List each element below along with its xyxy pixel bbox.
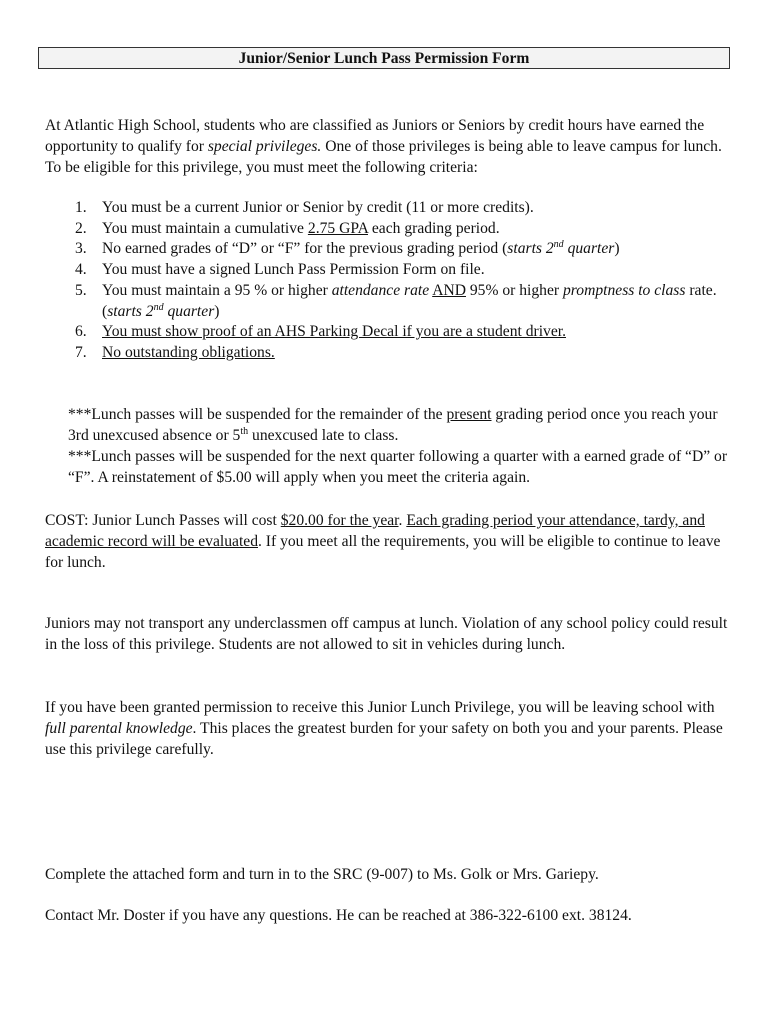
starts-text: starts 2 xyxy=(107,302,154,320)
note-text: unexcused late to class. xyxy=(248,427,399,444)
criteria-item xyxy=(75,239,735,260)
cost-amount: $20.00 for the year xyxy=(280,512,399,529)
criteria-item xyxy=(75,343,735,364)
granted-paragraph xyxy=(45,697,735,760)
intro-text-2: One of those privileges is being able to leave campus for lunch. To be eligible for this privilege, you must meet the following criteria: xyxy=(45,138,722,176)
criteria-item xyxy=(75,322,735,343)
criteria-list xyxy=(75,198,735,364)
criteria-text: You must show proof of an AHS Parking Decal if you are a student driver. xyxy=(102,323,566,341)
complete-instructions: Complete the attached form and turn in to the SRC (9-007) to Ms. Golk or Mrs. Gariepy. xyxy=(45,866,599,883)
criteria-item xyxy=(75,198,735,219)
criteria-item xyxy=(75,260,735,281)
cost-text: . If you meet all the requirements, you will be eligible to continue to leave for lunch. xyxy=(45,533,721,571)
criteria-text: rate. ( xyxy=(102,281,717,320)
criteria-text: You must have a signed Lunch Pass Permission Form on file. xyxy=(102,261,485,279)
suspension-note-2: ***Lunch passes will be suspended for the next quarter following a quarter with a earned grade of “D” or “F”. A reinstatement of $5.00 will apply when you meet the criteria again. xyxy=(68,448,728,486)
cost-paragraph xyxy=(45,510,735,573)
criteria-item xyxy=(75,281,735,322)
ordinal-suffix: nd xyxy=(553,239,564,251)
criteria-text: You must maintain a cumulative xyxy=(102,219,308,237)
note-text: grading period once you reach your 3rd unexcused absence or 5 xyxy=(68,406,718,444)
criteria-number: 7. xyxy=(75,343,87,361)
and-text: AND xyxy=(432,281,466,299)
criteria-number: 5. xyxy=(75,281,87,299)
promptness-text: promptness to class xyxy=(563,281,686,299)
criteria-number: 2. xyxy=(75,219,87,237)
criteria-text: No earned grades of “D” or “F” for the previous grading period ( xyxy=(102,240,508,258)
parental-knowledge-text: full parental knowledge xyxy=(45,720,193,737)
criteria-number: 3. xyxy=(75,240,87,258)
criteria-text: You must be a current Junior or Senior by credit (11 or more credits). xyxy=(102,199,534,216)
criteria-number: 4. xyxy=(75,261,87,279)
contact-info: Contact Mr. Doster if you have any questions. He can be reached at 386-322-6100 ext. 38124. xyxy=(45,907,632,924)
criteria-text: each grading period. xyxy=(367,219,500,237)
quarter-text: quarter xyxy=(163,302,215,320)
suspension-notes xyxy=(68,404,728,488)
starts-text: starts 2 xyxy=(507,240,554,258)
evaluation-text: Each grading period your attendance, tardy, and academic record will be evaluated xyxy=(45,512,705,550)
criteria-item xyxy=(75,219,735,240)
juniors-paragraph: Juniors may not transport any underclassmen off campus at lunch. Violation of any school policy could result in the loss of this privilege. Students are not allowed to sit in vehicles during lunch. xyxy=(45,615,728,653)
suspension-note-1 xyxy=(68,404,728,446)
cost-text: . xyxy=(398,512,407,529)
ordinal-suffix: th xyxy=(240,425,249,437)
criteria-text: ) xyxy=(614,240,620,258)
cost-text: COST: Junior Lunch Passes will cost xyxy=(45,512,281,529)
form-title: Junior/Senior Lunch Pass Permission Form xyxy=(38,47,730,69)
special-privileges-text: special privileges. xyxy=(207,138,322,155)
intro-text-1: At Atlantic High School, students who are classified as Juniors or Seniors by credit hours have earned the opportunity to qualify for xyxy=(45,117,705,155)
attendance-rate-text: attendance rate xyxy=(331,281,430,299)
criteria-text: You must maintain a 95 % or higher xyxy=(102,281,332,299)
criteria-number: 6. xyxy=(75,323,87,341)
ordinal-suffix: nd xyxy=(153,301,164,313)
criteria-text: ) xyxy=(214,302,220,320)
granted-text: If you have been granted permission to receive this Junior Lunch Privilege, you will be leaving school with xyxy=(45,699,715,716)
criteria-text: No outstanding obligations. xyxy=(102,343,275,361)
present-text: present xyxy=(446,406,492,423)
granted-text: . This places the greatest burden for your safety on both you and your parents. Please use this privilege carefully. xyxy=(45,720,723,758)
criteria-text: 95% or higher xyxy=(465,281,563,299)
quarter-text: quarter xyxy=(563,240,615,258)
gpa-text: 2.75 GPA xyxy=(307,219,368,237)
intro-paragraph xyxy=(45,115,735,178)
note-text: ***Lunch passes will be suspended for the remainder of the xyxy=(68,406,447,423)
criteria-number: 1. xyxy=(75,199,87,216)
